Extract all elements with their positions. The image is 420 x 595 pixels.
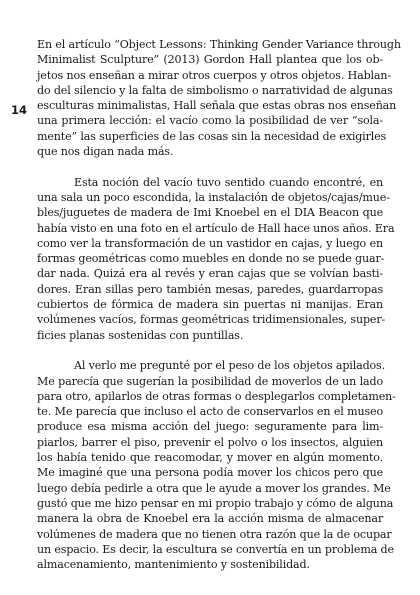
- text-line: bles/juguetes de madera de Imi Knoebel en el DIA Beacon que: [37, 206, 383, 220]
- text-line: una primera lección: el vacío como la posibilidad de ver “sola-: [37, 114, 383, 128]
- text-line: como ver la transformación de un vastidor en cajas, y luego en: [37, 236, 383, 250]
- text-line: esculturas minimalistas, Hall señala que estas obras nos enseñan: [37, 99, 397, 113]
- body-text: [37, 37, 401, 572]
- text-line: almacenamiento, mantenimiento y sostenibilidad.: [37, 558, 310, 572]
- text-line: para otro, apilarlos de otras formas o desplegarlos completamen-: [37, 389, 396, 403]
- paragraph-2: [37, 175, 395, 343]
- text-line: gustó que me hizo pensar en mi propio trabajo y cómo de alguna: [37, 496, 394, 510]
- text-line: cubiertos de fórmica de madera sin puertas ni manijas. Eran: [37, 298, 383, 312]
- text-line: produce esa misma acción del juego: seguramente para lim-: [37, 420, 383, 434]
- text-line: una sala un poco escondida, la instalación de objetos/cajas/mue-: [37, 190, 390, 204]
- text-line: jetos nos enseñan a mirar otros cuerpos y otros objetos. Hablan-: [37, 68, 391, 82]
- text-line: volúmenes vacíos, formas geométricas tridimensionales, super-: [37, 313, 386, 327]
- text-line: volúmenes de madera que no tienen otra razón que la de ocupar: [37, 527, 392, 541]
- text-line: mente” las superficies de las cosas sin la necesidad de exigirles: [37, 129, 387, 143]
- text-line: luego debía pedirle a otra que le ayude a mover los grandes. Me: [37, 481, 391, 495]
- paragraph-1: [37, 37, 401, 159]
- text-line: ficies planas sostenidas con puntillas.: [37, 328, 244, 342]
- text-line: te. Me parecía que incluso el acto de conservarlos en el museo: [37, 405, 383, 419]
- text-line: do del silencio y la falta de simbolismo o narratividad de algunas: [37, 83, 393, 97]
- text-line: había visto en una foto en el artículo de Hall hace unos años. Era: [37, 221, 395, 235]
- text-line: los había tenido que reacomodar, y mover en algún momento.: [37, 451, 383, 465]
- text-line: Al verlo me pregunté por el peso de los objetos apilados.: [74, 359, 385, 373]
- text-line: Esta noción del vacío tuvo sentido cuando encontré, en: [74, 175, 383, 189]
- text-line: Me imaginé que una persona podía mover los chicos pero que: [37, 466, 383, 480]
- text-line: Minimalist Sculpture” (2013) Gordon Hall plantea que los ob-: [37, 53, 383, 67]
- text-line: manera la obra de Knoebel era la acción misma de almacenar: [37, 512, 383, 526]
- text-line: piarlos, barrer el piso, prevenir el polvo o los insectos, alguien: [37, 435, 383, 449]
- text-line: un espacio. Es decir, la escultura se convertía en un problema de: [37, 542, 394, 556]
- paragraph-3: [37, 358, 396, 572]
- text-line: formas geométricas como muebles en donde no se puede guar-: [37, 252, 385, 266]
- text-line: En el artículo “Object Lessons: Thinking Gender Variance through: [37, 38, 401, 51]
- text-line: Me parecía que sugerían la posibilidad de moverlos de un lado: [37, 374, 383, 388]
- text-line: dar nada. Quizá era al revés y eran cajas que se volvían basti-: [37, 267, 383, 281]
- text-line: dores. Eran sillas pero también mesas, paredes, guardarropas: [37, 282, 383, 296]
- page-number: 14: [11, 103, 28, 117]
- text-line: que nos digan nada más.: [37, 145, 174, 159]
